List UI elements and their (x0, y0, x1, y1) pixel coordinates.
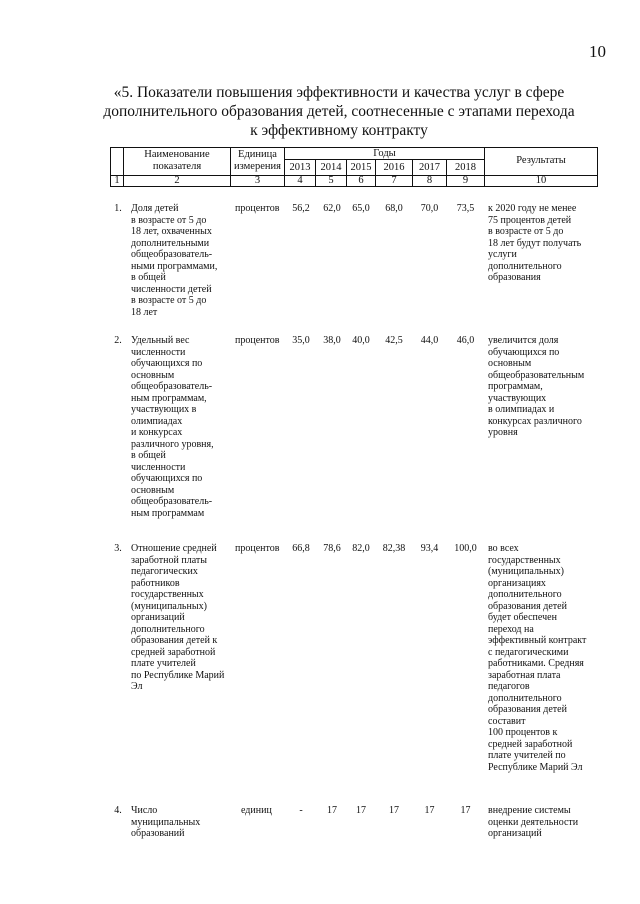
row-number: 1. (114, 203, 122, 214)
column-number: 7 (391, 175, 397, 186)
value-2013: 35,0 (292, 335, 310, 346)
indicator-name: Число муниципальных образований (131, 805, 201, 839)
value-2018: 73,5 (456, 203, 475, 214)
title-line: «5. Показатели повышения эффективности и качества услуг в сфере (113, 84, 565, 101)
column-number: 10 (535, 175, 547, 186)
header-year: 2013 (289, 162, 311, 173)
column-number: 9 (462, 175, 469, 186)
value-2018: 17 (460, 805, 471, 816)
value-2013: - (299, 805, 303, 816)
header-year: 2016 (383, 162, 405, 173)
table-row (110, 805, 598, 845)
value-2015: 40,0 (352, 335, 370, 346)
value-2018: 100,0 (454, 543, 477, 554)
value-2015: 65,0 (352, 203, 370, 214)
result-text: во всех государственных (муниципальных) организациях дополнительного образования детей будет обеспечен переход на эффективный контракт с педагогическими работниками. Средняя заработная плата педагогов дополнительного образования детей составит 100 процентов к средней заработной плате учителей по Республике Марий Эл (488, 543, 587, 773)
row-number: 2. (114, 335, 122, 346)
table-row (110, 543, 598, 793)
result-text: внедрение системы оценки деятельности организаций (488, 805, 579, 839)
unit: процентов (235, 203, 280, 214)
value-2018: 46,0 (456, 335, 475, 346)
header-year: 2018 (455, 162, 476, 173)
result-text: увеличится доля обучающихся по основным общеобразовательным программам, участвующих в олимпиадах и конкурсах различного уровня (488, 335, 585, 438)
value-2017: 44,0 (420, 335, 439, 346)
table-header (110, 147, 598, 187)
indicator-name: Доля детей в возрасте от 5 до 18 лет, охваченных дополнительными общеобразователь- ными программами, в общей численности детей в возрасте от 5 до 18 лет (131, 203, 218, 318)
value-2016: 68,0 (385, 203, 403, 214)
column-number: 3 (254, 175, 261, 186)
header-year: 2015 (350, 162, 372, 173)
value-2014: 62,0 (323, 203, 341, 214)
row-number: 3. (114, 543, 122, 554)
value-2014: 38,0 (323, 335, 341, 346)
column-number: 4 (297, 175, 303, 186)
indicator-name: Удельный вес численности обучающихся по основным общеобразователь- ным программам, участвующих в олимпиадах и конкурсах различного уровня, в общей численности обучающихся по основным общеобразователь- ным программам (131, 335, 214, 519)
indicator-name: Отношение средней заработной платы педагогических работников государственных (муниципальных) организаций дополнительного образования детей к средней заработной плате учителей по Республике Марий Эл (131, 543, 225, 692)
header-unit: Единица измерения (234, 149, 281, 172)
unit: процентов (235, 543, 280, 554)
unit: процентов (235, 335, 280, 346)
value-2017: 70,0 (420, 203, 439, 214)
row-number: 4. (114, 805, 122, 816)
header-name: Наименование показателя (144, 149, 210, 172)
header-year: 2017 (419, 162, 440, 173)
unit: единиц (241, 805, 272, 816)
value-2013: 56,2 (292, 203, 310, 214)
value-2016: 17 (389, 805, 399, 816)
column-number: 6 (358, 175, 364, 186)
value-2017: 17 (424, 805, 435, 816)
column-number: 1 (114, 175, 120, 186)
header-year: 2014 (320, 162, 342, 173)
title-line: к эффективному контракту (250, 122, 428, 139)
title-line: дополнительного образования детей, соотнесенные с этапами перехода (103, 103, 575, 120)
rule (597, 147, 598, 187)
value-2016: 42,5 (385, 335, 403, 346)
value-2016: 82,38 (382, 543, 406, 554)
value-2014: 78,6 (323, 543, 341, 554)
header-years: Годы (373, 148, 396, 159)
document-title (100, 83, 578, 140)
column-number: 8 (426, 175, 433, 186)
column-number: 5 (328, 175, 334, 186)
value-2015: 82,0 (352, 543, 370, 554)
value-2017: 93,4 (420, 543, 439, 554)
column-number: 2 (174, 175, 180, 186)
table-row (110, 203, 598, 323)
table-row (110, 335, 598, 530)
header-results: Результаты (516, 155, 566, 166)
value-2014: 17 (327, 805, 337, 816)
page-number: 10 (589, 42, 606, 61)
value-2013: 66,8 (292, 543, 310, 554)
result-text: к 2020 году не менее 75 процентов детей в возрасте от 5 до 18 лет будут получать услуги дополнительного образования (488, 203, 582, 283)
value-2015: 17 (356, 805, 366, 816)
